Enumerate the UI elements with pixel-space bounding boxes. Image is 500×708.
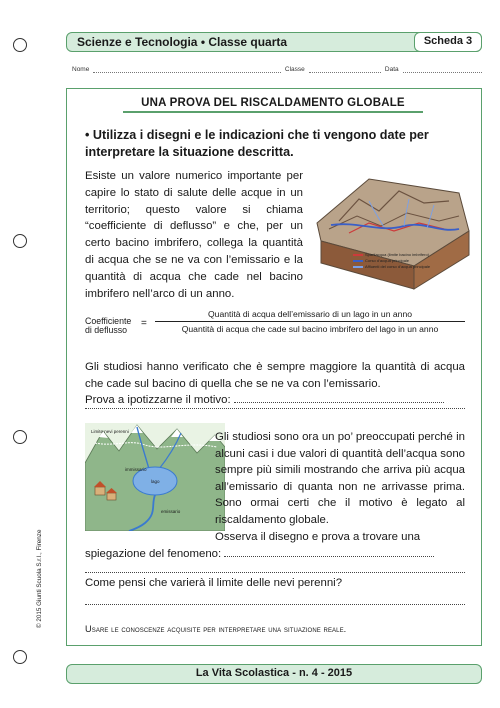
- paragraph-coefficient: Esiste un valore numerico importante per capire lo stato di salute delle acque in un territorio; questo valore si chiama “coefficiente di deflusso” e che, per un certo bacino imbrifero, collega la quantità di acqua che se ne va con l’emissario e la quantità di acqua che cade nel bacino imbrifero nell’arco di un anno.: [85, 170, 303, 300]
- legend-swatch: [353, 260, 363, 261]
- binder-hole: [13, 234, 27, 248]
- header-title: Scienze e Tecnologia • Classe quarta: [77, 35, 288, 49]
- answer-line[interactable]: [85, 571, 465, 573]
- paragraph-warming: Gli studiosi sono ora un po’ preoccupati perché in alcuni casi i due valori di quantità dell’acqua sono sempre più simili mostrando che arriva più acqua all’emissario di quanta non ne arrivasse prima. Sono ormai certi che il motivo è legato al riscaldamento globale.: [215, 431, 465, 526]
- observe-line2: spiegazione del fenomeno:: [85, 547, 222, 560]
- map-label-lake: lago: [151, 479, 160, 484]
- question-snow: Come pensi che varierà il limite delle nevi perenni?: [85, 577, 343, 589]
- legend-swatch: [353, 266, 363, 267]
- worksheet-frame: [66, 88, 482, 646]
- formula-label-line1: Coefficiente: [85, 316, 132, 326]
- scheda-badge: Scheda 3: [414, 32, 482, 52]
- paragraph-studies: [85, 359, 465, 409]
- worksheet-title: UNA PROVA DEL RISCALDAMENTO GLOBALE: [123, 97, 423, 113]
- formula-numerator: Quantità di acqua dell’emissario di un lago in un anno: [208, 309, 412, 319]
- lake-basin-illustration: [85, 423, 225, 531]
- binder-hole: [13, 650, 27, 664]
- prompt-hypothesis: Prova a ipotizzarne il motivo:: [85, 394, 231, 407]
- nome-field[interactable]: [93, 66, 281, 73]
- binder-hole: [13, 430, 27, 444]
- nome-label: Nome: [72, 66, 90, 73]
- legend-swatch: [353, 254, 363, 255]
- answer-line[interactable]: [85, 603, 465, 605]
- paragraph-observe: [85, 529, 465, 562]
- footnote: Usare le conoscenze acquisite per interpretare una situazione reale.: [85, 624, 347, 634]
- paragraph-studies-text: Gli studiosi hanno verificato che è sempre maggiore la quantità di acqua che cade sul bacino di quella che se ne va con l’emissario.: [85, 361, 465, 390]
- legend-item: Corso d’acqua principale: [365, 258, 410, 263]
- formula: [85, 307, 465, 347]
- fraction-bar: [155, 321, 465, 322]
- formula-denominator: Quantità di acqua che cade sul bacino imbrifero del lago in un anno: [181, 324, 439, 334]
- footer-bar: La Vita Scolastica - n. 4 - 2015: [66, 664, 482, 684]
- legend-item: Affluenti del corso d’acqua principale: [365, 264, 431, 269]
- terrain-legend: [353, 252, 430, 270]
- terrain-illustration: [309, 171, 474, 299]
- map-label-emissario: emissario: [161, 509, 181, 514]
- copyright: © 2015 Giunti Scuola S.r.l., Firenze: [36, 529, 43, 628]
- answer-line[interactable]: [234, 393, 444, 403]
- data-label: Data: [384, 66, 399, 73]
- classe-label: Classe: [284, 66, 305, 73]
- binder-hole: [13, 38, 27, 52]
- answer-line[interactable]: [85, 407, 465, 409]
- instruction: • Utilizza i disegni e le indicazioni che ti vengono date per interpretare la situazione descritta.: [85, 128, 429, 159]
- data-field[interactable]: [403, 66, 482, 73]
- answer-line[interactable]: [224, 547, 434, 557]
- formula-label: [85, 317, 131, 334]
- classe-field[interactable]: [309, 66, 381, 73]
- formula-equals: =: [141, 318, 147, 329]
- map-label-snow: Limite nevi perenni: [91, 429, 129, 434]
- legend-item: Spartiacqua (limite bacino imbrifero): [365, 252, 430, 257]
- observe-line1: Osserva il disegno e prova a trovare una: [215, 531, 421, 543]
- name-row: [72, 66, 482, 73]
- formula-label-line2: di deflusso: [85, 324, 128, 335]
- map-label-immissario: immissario: [125, 467, 147, 472]
- header-bar: [66, 32, 482, 52]
